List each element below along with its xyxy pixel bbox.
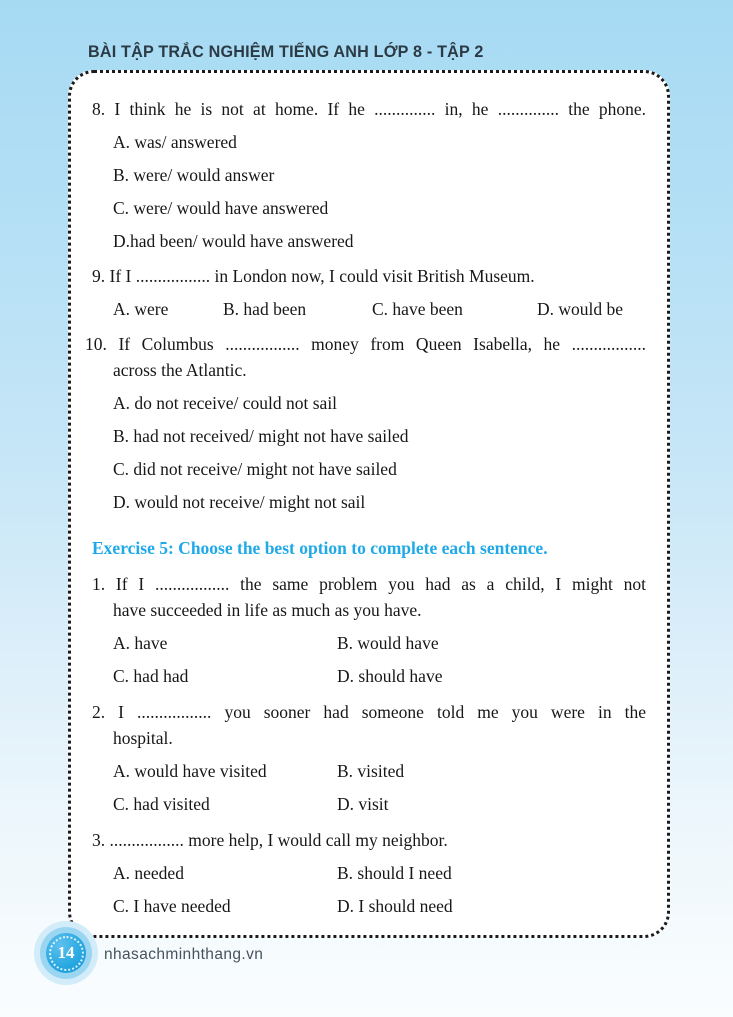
page-header-title: BÀI TẬP TRẮC NGHIỆM TIẾNG ANH LỚP 8 - TẬP 2 bbox=[88, 42, 484, 61]
badge-inner-circle bbox=[46, 933, 86, 973]
question-3 bbox=[92, 827, 646, 919]
question-sentence: If I ................. in London now, I could visit British Museum. bbox=[109, 266, 535, 286]
answer-options bbox=[92, 289, 646, 322]
answer-option: A. were bbox=[113, 299, 169, 319]
exercise-5-heading: Exercise 5: Choose the best option to complete each sentence. bbox=[92, 538, 548, 558]
answer-option: B. should I need bbox=[337, 863, 452, 883]
question-line bbox=[92, 263, 646, 289]
answer-option: D. would not receive/ might not sail bbox=[113, 492, 366, 512]
question-line bbox=[92, 96, 647, 122]
answer-option: A. needed bbox=[113, 863, 184, 883]
question-line bbox=[92, 827, 646, 853]
question-text bbox=[92, 699, 646, 751]
answer-option: D. should have bbox=[337, 666, 443, 686]
answer-option: D. visit bbox=[337, 794, 389, 814]
question-number: 9. bbox=[92, 266, 106, 286]
answer-option: D.had been/ would have answered bbox=[113, 231, 354, 251]
answer-option: C. have been bbox=[372, 299, 463, 319]
answer-option: B. visited bbox=[337, 761, 405, 781]
question-text bbox=[92, 571, 646, 623]
question-line bbox=[92, 571, 646, 597]
answer-options bbox=[92, 390, 646, 515]
answer-options bbox=[92, 853, 646, 919]
answer-option: A. do not receive/ could not sail bbox=[113, 393, 338, 413]
answer-option: B. would have bbox=[337, 633, 439, 653]
answer-option: A. was/ answered bbox=[113, 132, 237, 152]
answer-option: D. I should need bbox=[337, 896, 453, 916]
answer-option: C. had visited bbox=[113, 794, 210, 814]
answer-option: A. would have visited bbox=[113, 761, 267, 781]
question-number: 3. bbox=[92, 830, 106, 850]
question-9 bbox=[92, 263, 646, 322]
questions-part1 bbox=[85, 96, 647, 515]
answer-options bbox=[92, 751, 646, 817]
question-8 bbox=[92, 96, 646, 254]
question-number: 10. bbox=[85, 334, 107, 354]
question-10 bbox=[85, 331, 646, 515]
answer-option: C. were/ would have answered bbox=[113, 198, 329, 218]
question-sentence: ................. more help, I would call my neighbor. bbox=[109, 830, 448, 850]
question-2 bbox=[92, 699, 646, 817]
answer-option: C. had had bbox=[113, 666, 189, 686]
website-url: nhasachminhthang.vn bbox=[104, 946, 264, 963]
question-sentence: If Columbus ................. money from Queen Isabella, he ................. bbox=[118, 334, 646, 354]
page-number-badge bbox=[34, 921, 98, 985]
question-number: 8. bbox=[92, 99, 106, 119]
answer-option: A. have bbox=[113, 633, 168, 653]
exercise-box bbox=[68, 70, 670, 938]
answer-option: B. had not received/ might not have sailed bbox=[113, 426, 409, 446]
answer-option: D. would be bbox=[537, 299, 624, 319]
question-sentence: If I ................. the same problem you had as a child, I might not bbox=[115, 574, 646, 594]
answer-options bbox=[92, 623, 646, 689]
question-1 bbox=[92, 571, 646, 689]
question-line: across the Atlantic. bbox=[113, 360, 247, 380]
question-line bbox=[92, 699, 647, 725]
questions-part2 bbox=[92, 571, 646, 919]
question-line bbox=[85, 331, 646, 357]
answer-option: B. were/ would answer bbox=[113, 165, 275, 185]
question-line: have succeeded in life as much as you have. bbox=[113, 600, 422, 620]
question-sentence: I ................. you sooner had someone told me you were in the bbox=[118, 702, 647, 722]
question-number: 1. bbox=[92, 574, 106, 594]
question-sentence: I think he is not at home. If he .............. in, he .............. the phone. bbox=[114, 99, 647, 119]
answer-option: C. I have needed bbox=[113, 896, 231, 916]
question-text bbox=[92, 827, 646, 853]
question-text bbox=[92, 96, 646, 122]
answer-option: B. had been bbox=[223, 299, 307, 319]
answer-options bbox=[92, 129, 646, 254]
question-number: 2. bbox=[92, 702, 106, 722]
badge-outer-ring bbox=[40, 927, 92, 979]
answer-option: C. did not receive/ might not have sailed bbox=[113, 459, 397, 479]
question-text bbox=[85, 331, 646, 383]
question-text bbox=[92, 263, 646, 289]
page-number: 14 bbox=[57, 943, 75, 962]
question-line: hospital. bbox=[113, 728, 173, 748]
